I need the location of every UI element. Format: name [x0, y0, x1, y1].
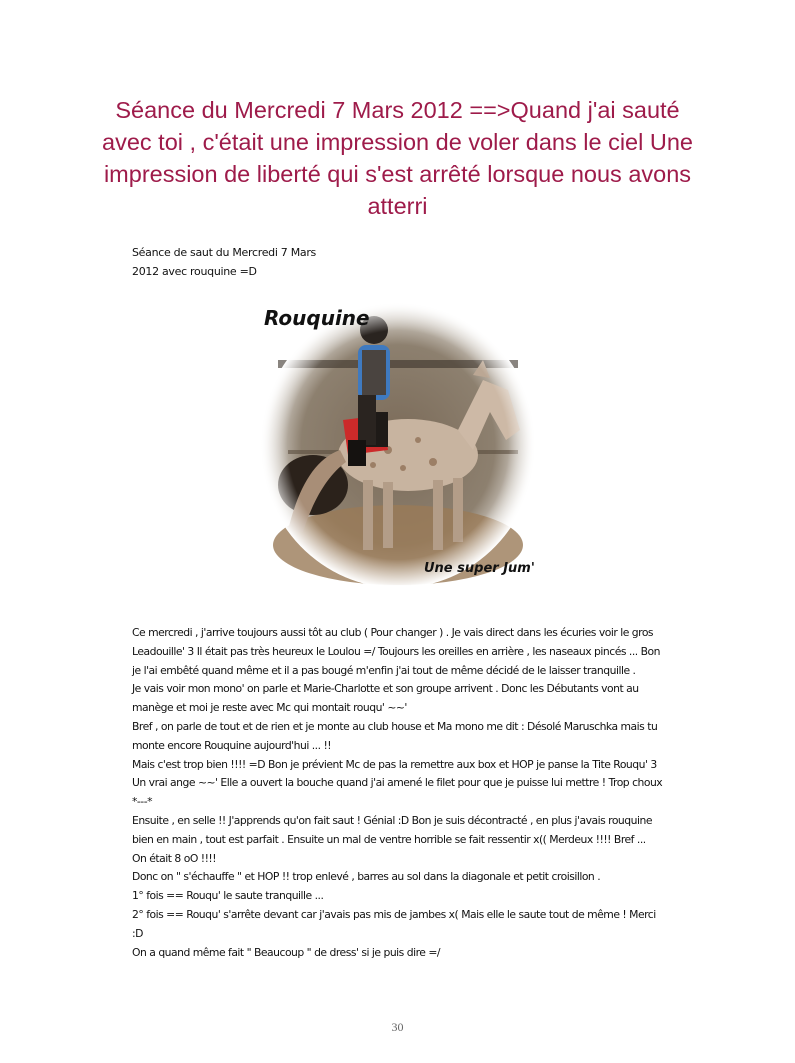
- paragraph: Mais c'est trop bien !!!! =D Bon je prévient Mc de pas la remettre aux box et HOP je panse la Tite Rouqu' 3: [132, 757, 657, 771]
- paragraph: 2° fois == Rouqu' s'arrête devant car j'avais pas mis de jambes x( Mais elle le saute tout de même ! Merci :D: [132, 907, 656, 940]
- article-body: [132, 624, 667, 962]
- paragraph: Ce mercredi , j'arrive toujours aussi tôt au club ( Pour changer ) . Je vais direct dans les écuries voir le gros Leadouille' 3 Il était pas très heureux le Loulou =/ Toujours les oreilles en arrière , les naseaux pincés ... Bon je l'ai embêté quand même et il a pas bougé m'enfin j'ai tout de même décidé de le laisser tranquille .: [132, 626, 660, 677]
- horse-photo: [258, 300, 538, 590]
- paragraph: On a quand même fait " Beaucoup " de dress' si je puis dire =/: [132, 945, 441, 959]
- paragraph: Ensuite , en selle !! J'apprends qu'on fait saut ! Génial :D Bon je suis décontracté , en plus j'avais rouquine bien en main , tout est parfait . Ensuite un mal de ventre horrible se fait ressentir x(( Merdeux !!!! Bref ...: [132, 813, 652, 846]
- page-number: 30: [391, 1020, 404, 1034]
- subtitle-line: Séance de saut du Mercredi 7 Mars: [132, 246, 316, 259]
- paragraph: 1° fois == Rouqu' le saute tranquille ...: [132, 889, 324, 903]
- paragraph: Un vrai ange ~~' Elle a ouvert la bouche quand j'ai amené le filet pour que je puisse lui mettre ! Trop choux *---*: [132, 776, 663, 809]
- subtitle: [132, 243, 412, 281]
- paragraph: Je vais voir mon mono' on parle et Marie-Charlotte et son groupe arrivent . Donc les Débutants vont au manège et moi je reste avec Mc qui montait rouqu' ~~': [132, 682, 639, 715]
- photo-label-name: Rouquine: [264, 306, 370, 330]
- paragraph: Donc on " s'échauffe " et HOP !! trop enlevé , barres au sol dans la diagonale et petit croisillon .: [132, 870, 601, 884]
- paragraph: On était 8 oO !!!!: [132, 851, 217, 865]
- photo-label-caption: Une super Jum': [424, 561, 535, 576]
- paragraph: Bref , on parle de tout et de rien et je monte au club house et Ma mono me dit : Désolé Maruschka mais tu monte encore Rouquine aujourd'hui ... !!: [132, 719, 658, 752]
- horse-photo-illustration: [258, 300, 538, 590]
- subtitle-line: 2012 avec rouquine =D: [132, 265, 257, 278]
- page-title: Séance du Mercredi 7 Mars 2012 ==>Quand j'ai sauté avec toi , c'était une impression de voler dans le ciel Une impression de liberté qui s'est arrêté lorsque nous avons atterri: [102, 97, 693, 219]
